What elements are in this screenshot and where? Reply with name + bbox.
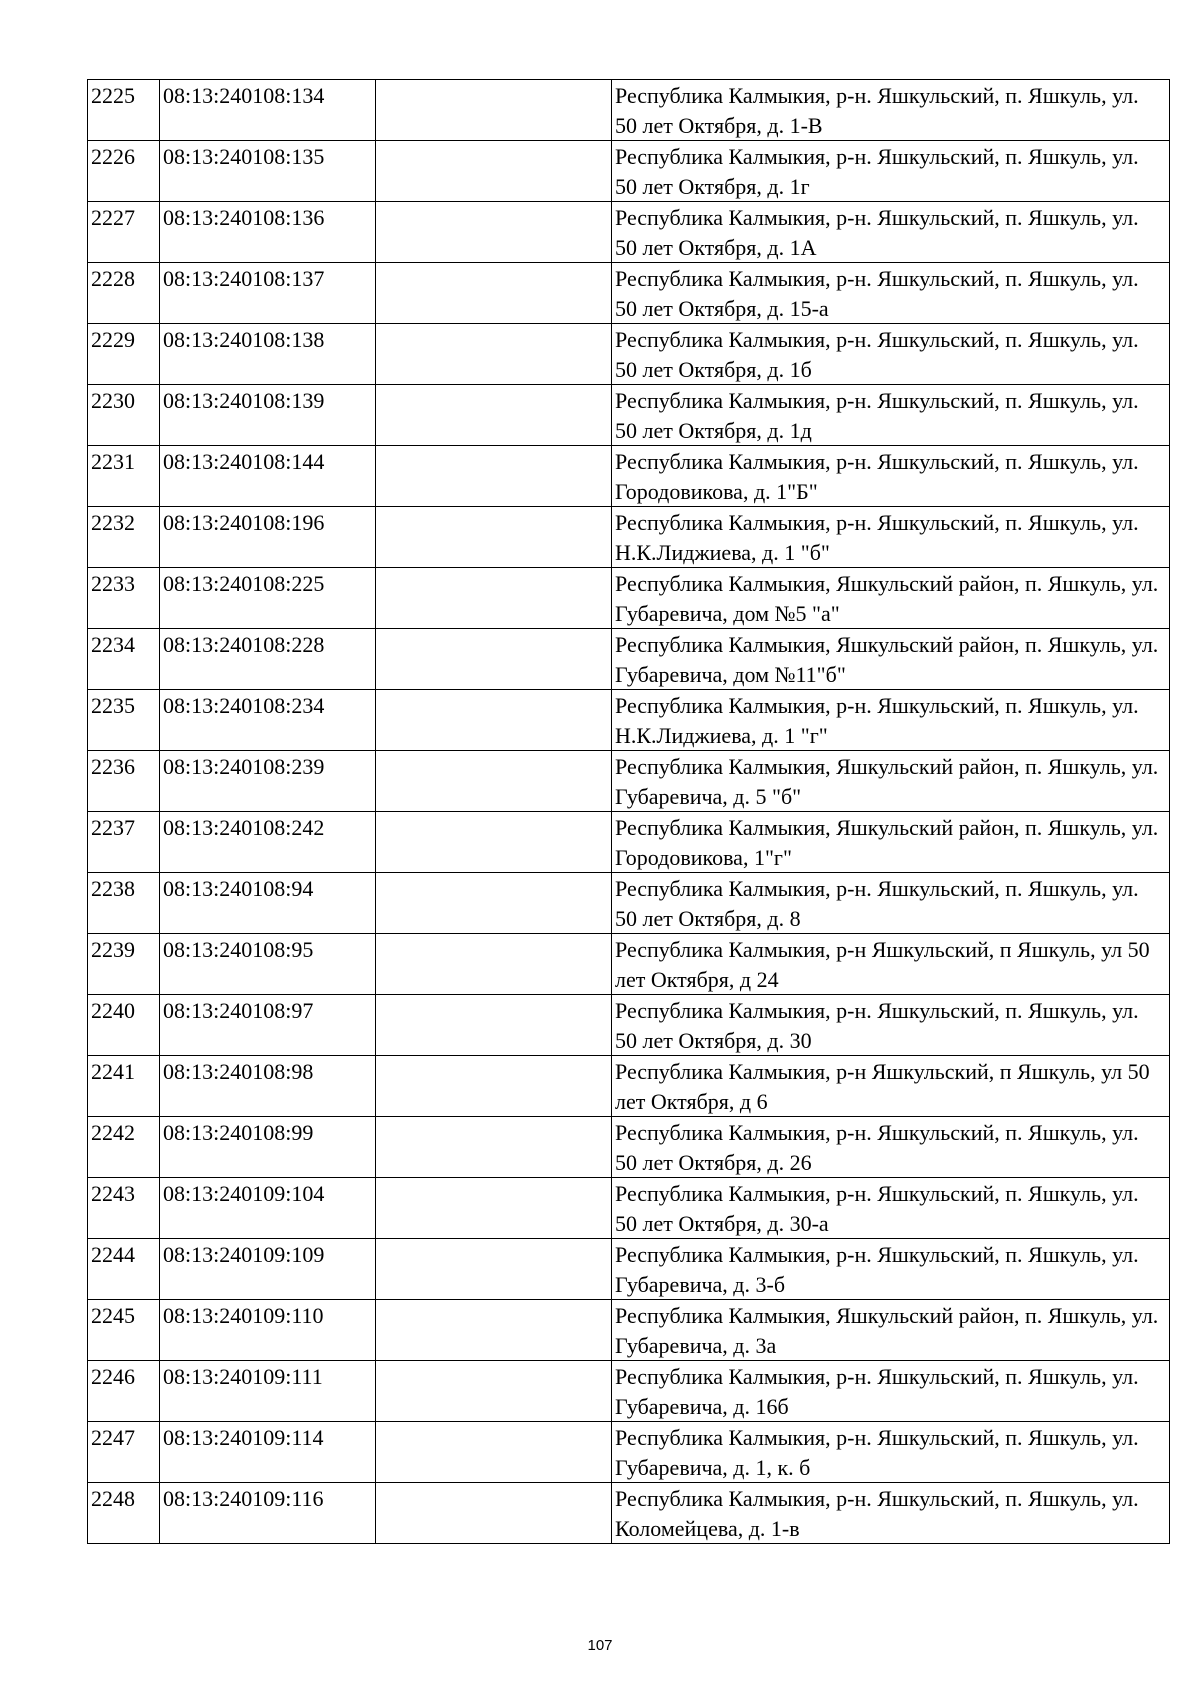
empty-cell	[376, 568, 612, 629]
table-row	[88, 629, 1170, 690]
empty-cell	[376, 1056, 612, 1117]
row-number-cell: 2245	[88, 1300, 160, 1361]
empty-cell	[376, 751, 612, 812]
cadastral-number-cell: 08:13:240109:114	[160, 1422, 376, 1483]
empty-cell	[376, 80, 612, 141]
row-number-cell: 2225	[88, 80, 160, 141]
table-row	[88, 751, 1170, 812]
empty-cell	[376, 1178, 612, 1239]
cadastral-number-cell: 08:13:240109:104	[160, 1178, 376, 1239]
cadastral-number-cell: 08:13:240109:110	[160, 1300, 376, 1361]
row-number-cell: 2226	[88, 141, 160, 202]
address-cell: Республика Калмыкия, р-н. Яшкульский, п. Яшкуль, ул. 50 лет Октября, д. 1А	[612, 202, 1170, 263]
address-cell: Республика Калмыкия, р-н. Яшкульский, п. Яшкуль, ул. Н.К.Лиджиева, д. 1 "б"	[612, 507, 1170, 568]
address-cell: Республика Калмыкия, р-н. Яшкульский, п. Яшкуль, ул. Городовикова, д. 1"Б"	[612, 446, 1170, 507]
address-cell: Республика Калмыкия, Яшкульский район, п. Яшкуль, ул. Губаревича, дом №11"б"	[612, 629, 1170, 690]
address-cell: Республика Калмыкия, р-н. Яшкульский, п. Яшкуль, ул. 50 лет Октября, д. 1б	[612, 324, 1170, 385]
row-number-cell: 2246	[88, 1361, 160, 1422]
address-cell: Республика Калмыкия, Яшкульский район, п. Яшкуль, ул. Городовикова, 1"г"	[612, 812, 1170, 873]
empty-cell	[376, 873, 612, 934]
cadastral-number-cell: 08:13:240108:239	[160, 751, 376, 812]
address-cell: Республика Калмыкия, р-н. Яшкульский, п. Яшкуль, ул. Губаревича, д. 16б	[612, 1361, 1170, 1422]
address-cell: Республика Калмыкия, р-н Яшкульский, п Яшкуль, ул 50 лет Октября, д 24	[612, 934, 1170, 995]
table-row	[88, 690, 1170, 751]
empty-cell	[376, 1483, 612, 1544]
empty-cell	[376, 934, 612, 995]
table-row	[88, 263, 1170, 324]
row-number-cell: 2231	[88, 446, 160, 507]
empty-cell	[376, 1117, 612, 1178]
empty-cell	[376, 446, 612, 507]
cadastral-number-cell: 08:13:240108:137	[160, 263, 376, 324]
row-number-cell: 2244	[88, 1239, 160, 1300]
cadastral-number-cell: 08:13:240108:98	[160, 1056, 376, 1117]
address-cell: Республика Калмыкия, р-н Яшкульский, п Яшкуль, ул 50 лет Октября, д 6	[612, 1056, 1170, 1117]
address-cell: Республика Калмыкия, р-н. Яшкульский, п. Яшкуль, ул. Губаревича, д. 3-б	[612, 1239, 1170, 1300]
empty-cell	[376, 629, 612, 690]
empty-cell	[376, 324, 612, 385]
table-row	[88, 1239, 1170, 1300]
empty-cell	[376, 1239, 612, 1300]
address-cell: Республика Калмыкия, р-н. Яшкульский, п. Яшкуль, ул. 50 лет Октября, д. 15-а	[612, 263, 1170, 324]
row-number-cell: 2234	[88, 629, 160, 690]
address-cell: Республика Калмыкия, р-н. Яшкульский, п. Яшкуль, ул. Губаревича, д. 1, к. б	[612, 1422, 1170, 1483]
cadastral-number-cell: 08:13:240108:138	[160, 324, 376, 385]
registry-table-body	[88, 80, 1170, 1544]
row-number-cell: 2232	[88, 507, 160, 568]
address-cell: Республика Калмыкия, Яшкульский район, п. Яшкуль, ул. Губаревича, д. 3а	[612, 1300, 1170, 1361]
table-row	[88, 1483, 1170, 1544]
address-cell: Республика Калмыкия, Яшкульский район, п. Яшкуль, ул. Губаревича, дом №5 "а"	[612, 568, 1170, 629]
empty-cell	[376, 1361, 612, 1422]
cadastral-number-cell: 08:13:240108:99	[160, 1117, 376, 1178]
cadastral-number-cell: 08:13:240108:134	[160, 80, 376, 141]
empty-cell	[376, 995, 612, 1056]
cadastral-number-cell: 08:13:240109:116	[160, 1483, 376, 1544]
row-number-cell: 2240	[88, 995, 160, 1056]
empty-cell	[376, 202, 612, 263]
table-row	[88, 202, 1170, 263]
table-row	[88, 385, 1170, 446]
empty-cell	[376, 507, 612, 568]
row-number-cell: 2233	[88, 568, 160, 629]
address-cell: Республика Калмыкия, р-н. Яшкульский, п. Яшкуль, ул. 50 лет Октября, д. 1-В	[612, 80, 1170, 141]
address-cell: Республика Калмыкия, р-н. Яшкульский, п. Яшкуль, ул. 50 лет Октября, д. 8	[612, 873, 1170, 934]
address-cell: Республика Калмыкия, р-н. Яшкульский, п. Яшкуль, ул. 50 лет Октября, д. 26	[612, 1117, 1170, 1178]
cadastral-number-cell: 08:13:240108:97	[160, 995, 376, 1056]
table-row	[88, 1178, 1170, 1239]
row-number-cell: 2237	[88, 812, 160, 873]
empty-cell	[376, 141, 612, 202]
row-number-cell: 2235	[88, 690, 160, 751]
row-number-cell: 2229	[88, 324, 160, 385]
table-row	[88, 995, 1170, 1056]
cadastral-number-cell: 08:13:240108:139	[160, 385, 376, 446]
cadastral-number-cell: 08:13:240108:95	[160, 934, 376, 995]
table-row	[88, 812, 1170, 873]
cadastral-number-cell: 08:13:240108:242	[160, 812, 376, 873]
empty-cell	[376, 385, 612, 446]
row-number-cell: 2239	[88, 934, 160, 995]
address-cell: Республика Калмыкия, Яшкульский район, п. Яшкуль, ул. Губаревича, д. 5 "б"	[612, 751, 1170, 812]
cadastral-number-cell: 08:13:240109:111	[160, 1361, 376, 1422]
cadastral-number-cell: 08:13:240108:225	[160, 568, 376, 629]
empty-cell	[376, 1300, 612, 1361]
address-cell: Республика Калмыкия, р-н. Яшкульский, п. Яшкуль, ул. 50 лет Октября, д. 30-а	[612, 1178, 1170, 1239]
cadastral-number-cell: 08:13:240109:109	[160, 1239, 376, 1300]
row-number-cell: 2236	[88, 751, 160, 812]
table-row	[88, 934, 1170, 995]
address-cell: Республика Калмыкия, р-н. Яшкульский, п. Яшкуль, ул. 50 лет Октября, д. 1г	[612, 141, 1170, 202]
table-row	[88, 507, 1170, 568]
row-number-cell: 2238	[88, 873, 160, 934]
row-number-cell: 2230	[88, 385, 160, 446]
table-row	[88, 1056, 1170, 1117]
empty-cell	[376, 690, 612, 751]
empty-cell	[376, 1422, 612, 1483]
table-row	[88, 1422, 1170, 1483]
row-number-cell: 2227	[88, 202, 160, 263]
row-number-cell: 2241	[88, 1056, 160, 1117]
cadastral-number-cell: 08:13:240108:234	[160, 690, 376, 751]
table-row	[88, 141, 1170, 202]
row-number-cell: 2228	[88, 263, 160, 324]
row-number-cell: 2243	[88, 1178, 160, 1239]
cadastral-number-cell: 08:13:240108:196	[160, 507, 376, 568]
cadastral-number-cell: 08:13:240108:136	[160, 202, 376, 263]
table-row	[88, 1361, 1170, 1422]
table-row	[88, 1117, 1170, 1178]
cadastral-number-cell: 08:13:240108:135	[160, 141, 376, 202]
cadastral-number-cell: 08:13:240108:228	[160, 629, 376, 690]
empty-cell	[376, 812, 612, 873]
table-row	[88, 80, 1170, 141]
table-row	[88, 446, 1170, 507]
address-cell: Республика Калмыкия, р-н. Яшкульский, п. Яшкуль, ул. 50 лет Октября, д. 1д	[612, 385, 1170, 446]
table-row	[88, 568, 1170, 629]
cadastral-number-cell: 08:13:240108:144	[160, 446, 376, 507]
row-number-cell: 2247	[88, 1422, 160, 1483]
table-row	[88, 324, 1170, 385]
address-cell: Республика Калмыкия, р-н. Яшкульский, п. Яшкуль, ул. 50 лет Октября, д. 30	[612, 995, 1170, 1056]
row-number-cell: 2242	[88, 1117, 160, 1178]
table-row	[88, 1300, 1170, 1361]
row-number-cell: 2248	[88, 1483, 160, 1544]
address-cell: Республика Калмыкия, р-н. Яшкульский, п. Яшкуль, ул. Н.К.Лиджиева, д. 1 "г"	[612, 690, 1170, 751]
address-cell: Республика Калмыкия, р-н. Яшкульский, п. Яшкуль, ул. Коломейцева, д. 1-в	[612, 1483, 1170, 1544]
registry-table	[87, 79, 1170, 1544]
empty-cell	[376, 263, 612, 324]
page-number: 107	[587, 1637, 613, 1654]
table-row	[88, 873, 1170, 934]
cadastral-number-cell: 08:13:240108:94	[160, 873, 376, 934]
